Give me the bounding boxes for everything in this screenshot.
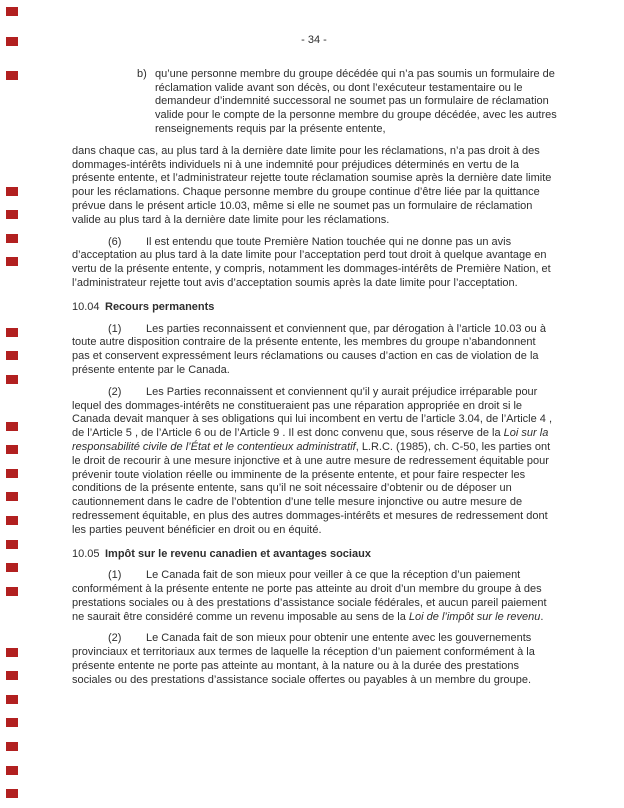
paragraph-10-04-1-number: (1) [108, 322, 122, 335]
edge-mark [6, 257, 18, 266]
edge-mark [6, 187, 18, 196]
paragraph-10-05-1 [72, 569, 556, 624]
paragraph-10-05-2-number: (2) [108, 632, 122, 645]
paragraph-6-number: (6) [108, 235, 122, 248]
section-10-05-title: Impôt sur le revenu canadien et avantages sociaux [105, 547, 371, 560]
paragraph-10-05-1-number: (1) [108, 569, 122, 582]
edge-mark [6, 695, 18, 704]
paragraph-10-04-1 [72, 323, 556, 378]
section-10-05-number: 10.05 [72, 547, 100, 560]
section-10-04-title: Recours permanents [105, 300, 215, 313]
section-heading-10-04 [72, 301, 556, 315]
edge-mark [6, 37, 18, 46]
list-item-b-label: b) [137, 67, 147, 80]
page-body [72, 0, 556, 688]
paragraph-10-05-1-text-after: . [540, 610, 544, 623]
page-number: - 34 - [301, 34, 327, 46]
edge-mark [6, 469, 18, 478]
paragraph-10-04-1-text: Les parties reconnaissent et conviennent que, par dérogation à l’article 10.03 ou à toute autre disposition contraire de la présente entente, les membres du groupe n’abandonnent pas et conservent expressément leurs réclamations ou causes d’action en cas de violation de la présente entente par le Canada. [72, 322, 546, 376]
paragraph-10-04-2 [72, 386, 556, 538]
list-item-b-text: qu’une personne membre du groupe décédée qui n’a pas soumis un formulaire de réclamation valide avant son décès, ou dont l’exécuteur testamentaire ou le demandeur d’indemnité successoral ne soumet pas un formulaire de réclamation valide pour le compte de la personne membre du groupe décédée, avec les autres renseignements requis par la présente entente, [155, 67, 557, 135]
edge-mark [6, 422, 18, 431]
edge-mark [6, 445, 18, 454]
edge-mark [6, 671, 18, 680]
edge-mark [6, 718, 18, 727]
edge-mark [6, 742, 18, 751]
section-heading-10-05 [72, 548, 556, 562]
edge-mark [6, 648, 18, 657]
edge-mark [6, 587, 18, 596]
edge-mark [6, 492, 18, 501]
paragraph-6-text: Il est entendu que toute Première Nation touchée qui ne donne pas un avis d’acceptation au plus tard à la date limite pour l’acceptation perd tout droit à quelque avantage en vertu de la présente entente, y compris, notamment les dommages-intérêts de Première Nation, et l’administrateur rejette tout avis d’acceptation soumis après la date limite pour l’acceptation. [72, 235, 551, 289]
paragraph-10-05-1-text-before: Le Canada fait de son mieux pour veiller à ce que la réception d’un paiement conformément à la présente entente ne porte pas atteinte au droit d’un membre du groupe à des prestations sociales ou à des prestations d’assistance sociale fédérales, et aucun pareil paiement ne saurait être considéré comme un revenu imposable au sens de la [72, 569, 547, 623]
section-10-04-number: 10.04 [72, 300, 100, 313]
paragraph-10-04-2-text-before: Les Parties reconnaissent et conviennent qu’il y aurait préjudice irréparable pour lequel des dommages-intérêts ne constitueraient pas une réparation appropriée en droit si le Canada devait manquer à ses obligations qui lui incombent en vertu de l’article 3.04, de l’Article 4 , de l’Article 5 , de l’Article 6 ou de l’Article 9 . Il est donc convenu que, sous réserve de la [72, 385, 552, 440]
paragraph-10-05-1-statute-title: Loi de l’impôt sur le revenu [408, 610, 541, 623]
edge-mark [6, 234, 18, 243]
paragraph-10-05-2 [72, 632, 556, 687]
edge-mark [6, 563, 18, 572]
edge-mark [6, 7, 18, 16]
paragraph-10-04-2-number: (2) [108, 385, 122, 398]
paragraph-10-04-2-text-after: , L.R.C. (1985), ch. C-50, les parties ont le droit de recourir à une mesure injonctive et à une autre mesure de redressement équitable pour prévenir toute violation réelle ou imminente de la présente entente, et pour faire respecter les conditions de la présente entente, sans qu’il ne soit nécessaire d’obtenir ou de déposer un cautionnement dans le cadre de l’obtention d’une telle mesure injonctive ou autre mesure de redressement équitable, en plus des autres dommages-intérêts et mesures de redressement dont les parties peuvent bénéficier en droit ou en équité. [72, 440, 551, 536]
paragraph-6 [72, 236, 556, 291]
edge-mark [6, 328, 18, 337]
edge-mark [6, 766, 18, 775]
edge-mark [6, 516, 18, 525]
paragraph-10-04-2-statute-title: Loi sur la responsabilité civile de l’État et le contentieux administratif [72, 427, 549, 453]
paragraph-10-05-2-text: Le Canada fait de son mieux pour obtenir une entente avec les gouvernements provinciaux et territoriaux aux termes de laquelle la réception d’un paiement conformément à la présente entente ne porte pas atteinte au montant, à la nature ou à la durée des prestations sociales ou des prestations d’assistance sociale offertes ou payables à un membre du groupe. [72, 632, 535, 686]
list-item-b [137, 68, 559, 137]
edge-mark [6, 210, 18, 219]
edge-mark [6, 375, 18, 384]
edge-mark [6, 71, 18, 80]
edge-mark [6, 789, 18, 798]
edge-mark [6, 351, 18, 360]
paragraph-continuation: dans chaque cas, au plus tard à la dernière date limite pour les réclamations, n’a pas droit à des dommages-intérêts individuels ni à une indemnité pour préjudices déterminés en vertu de la présente entente, et l’administrateur rejette toute réclamation soumise après la dernière date limite pour les réclamations. Chaque personne membre du groupe continue d’être liée par la quittance prévue dans le présent article 10.03, même si elle ne soumet pas un formulaire de réclamation valide au plus tard à la dernière date limite pour les réclamations. [72, 144, 552, 226]
edge-mark [6, 540, 18, 549]
